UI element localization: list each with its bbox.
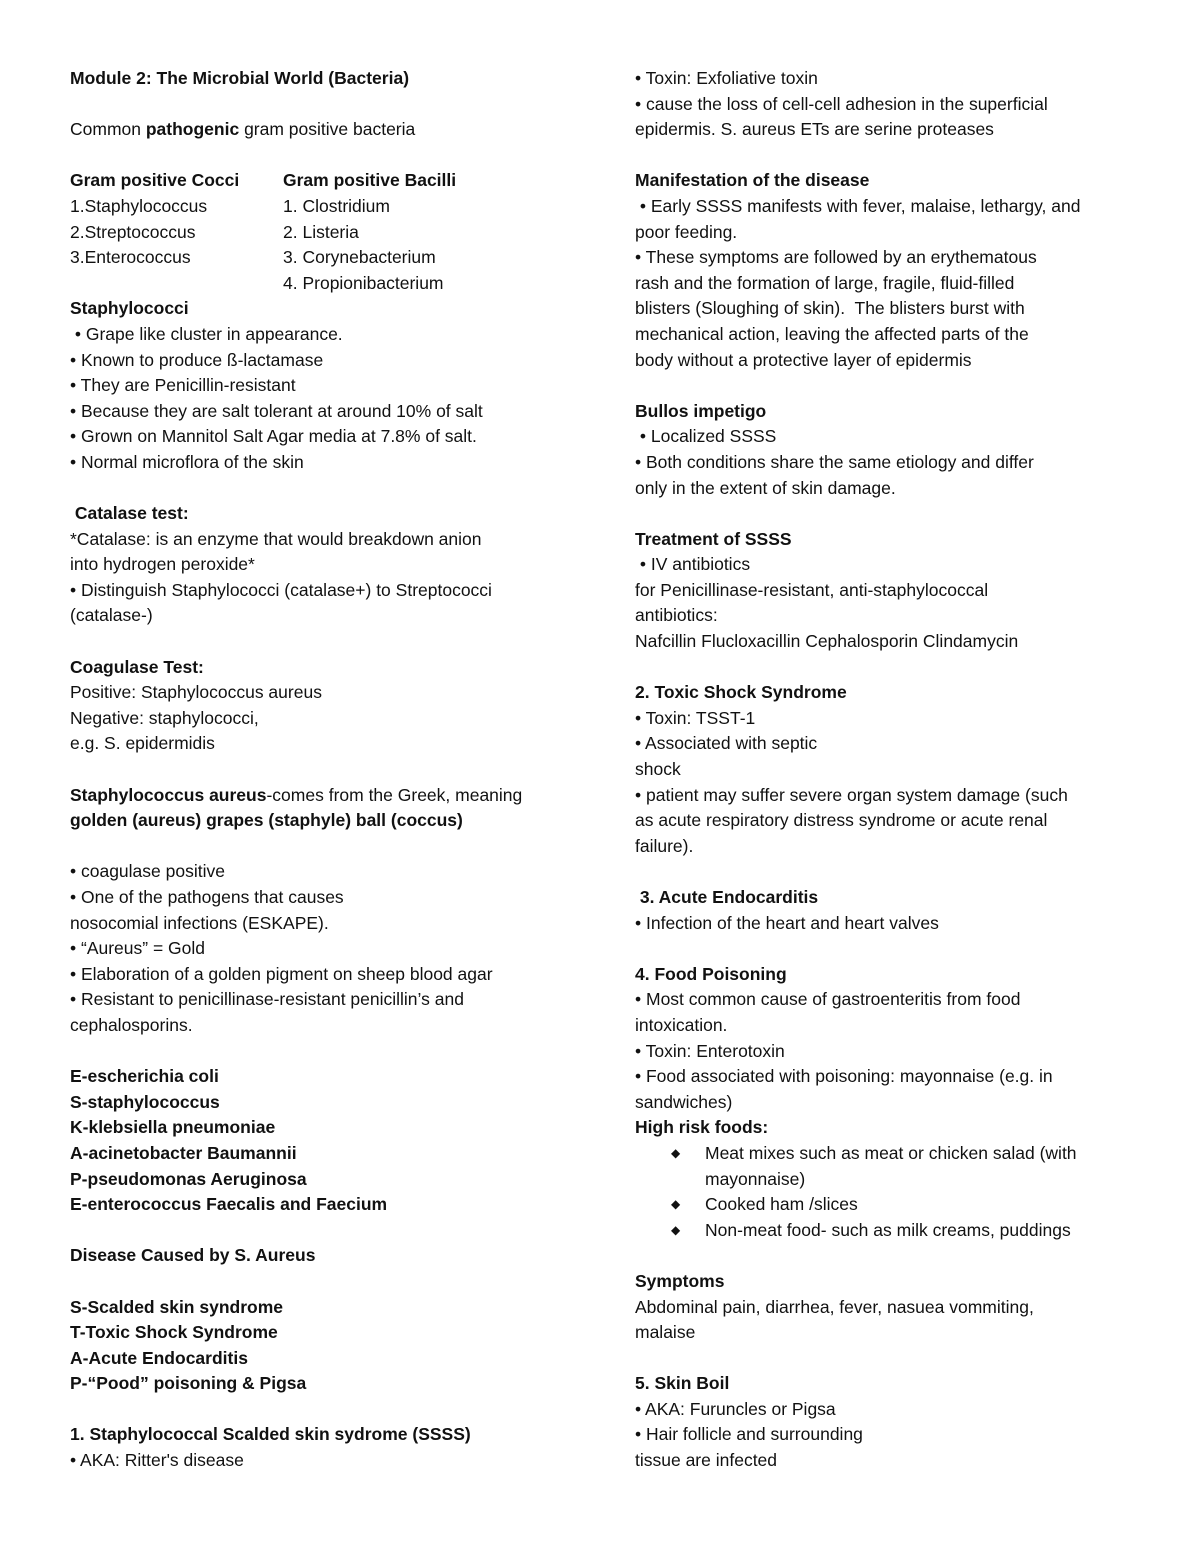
risk-text: Cooked ham /slices: [705, 1194, 858, 1215]
intro-bold: pathogenic: [145, 119, 240, 140]
aureus-text: -comes from the Greek, meaning: [266, 784, 523, 805]
risk-item: [635, 1192, 1135, 1218]
eskape-item: K-klebsiella pneumoniae: [70, 1117, 276, 1138]
bullet-line: • Elaboration of a golden pigment on sheep blood agar: [70, 963, 493, 984]
list-item: 2.Streptococcus: [70, 221, 196, 242]
bullet-line: • These symptoms are followed by an erythematous: [635, 247, 1037, 268]
intro-text: Common: [70, 119, 146, 140]
section-heading: Disease Caused by S. Aureus: [70, 1245, 316, 1266]
bullet-line: • Localized SSSS: [635, 426, 777, 447]
section-heading: 1. Staphylococcal Scalded skin sydrome (SSSS): [70, 1424, 471, 1445]
intro-line: [70, 117, 590, 143]
eskape-item: E-enterococcus Faecalis and Faecium: [70, 1194, 388, 1215]
risk-text: Meat mixes such as meat or chicken salad (with: [705, 1142, 1077, 1163]
bullet-line: • Because they are salt tolerant at around 10% of salt: [70, 400, 483, 421]
risk-text: Non-meat food- such as milk creams, puddings: [705, 1219, 1071, 1240]
bullet-line: • Grown on Mannitol Salt Agar media at 7.8% of salt.: [70, 426, 477, 447]
bullet-line: • AKA: Furuncles or Pigsa: [635, 1398, 836, 1419]
list-item: 3. Corynebacterium: [283, 247, 436, 268]
left-column: [70, 66, 590, 1474]
bullet-line: • patient may suffer severe organ system damage (such: [635, 784, 1068, 805]
text-line: antibiotics:: [635, 605, 718, 626]
bullet-line: • Resistant to penicillinase-resistant penicillin’s and: [70, 989, 464, 1010]
text-line: Positive: Staphylococcus aureus: [70, 682, 322, 703]
section-heading: Symptoms: [635, 1270, 725, 1291]
section-heading: 5. Skin Boil: [635, 1373, 730, 1394]
bullet-line: • cause the loss of cell-cell adhesion in the superficial: [635, 93, 1048, 114]
bullet-line: • Known to produce ß-lactamase: [70, 349, 324, 370]
bullet-line: • Toxin: Enterotoxin: [635, 1040, 785, 1061]
bullet-line: • One of the pathogens that causes: [70, 887, 344, 907]
eskape-item: S-staphylococcus: [70, 1091, 220, 1112]
bullet-line: • Both conditions share the same etiology and differ: [635, 451, 1034, 472]
bacilli-header: Gram positive Bacilli: [283, 170, 457, 191]
list-item: 4. Propionibacterium: [283, 272, 444, 293]
section-heading: Manifestation of the disease: [635, 170, 870, 191]
text-line: tissue are infected: [635, 1450, 778, 1471]
section-heading: 3. Acute Endocarditis: [635, 887, 819, 907]
bullet-line: • Grape like cluster in appearance.: [70, 323, 343, 344]
risk-item: [635, 1218, 1135, 1244]
list-item: 1.Staphylococcus: [70, 195, 208, 216]
section-heading: Treatment of SSSS: [635, 528, 792, 549]
bullet-line: • Early SSSS manifests with fever, malaise, lethargy, and: [635, 195, 1081, 216]
bullet-line: • AKA: Ritter's disease: [70, 1450, 244, 1471]
list-item: 3.Enterococcus: [70, 247, 191, 268]
bullet-line: sandwiches): [635, 1091, 733, 1112]
bullet-line: • IV antibiotics: [635, 554, 751, 575]
bullet-line: intoxication.: [635, 1014, 728, 1035]
aureus-line: [70, 783, 590, 809]
eskape-item: P-pseudomonas Aeruginosa: [70, 1168, 307, 1189]
text-line: malaise: [635, 1322, 696, 1343]
section-heading: 2. Toxic Shock Syndrome: [635, 682, 847, 703]
bullet-line: rash and the formation of large, fragile, fluid-filled: [635, 272, 1015, 293]
section-heading: High risk foods:: [635, 1117, 769, 1138]
bullet-line: blisters (Sloughing of skin). The blisters burst with: [635, 298, 1025, 319]
text-line: Negative: staphylococci,: [70, 707, 259, 728]
text-line: e.g. S. epidermidis: [70, 733, 215, 754]
bullet-line: • They are Penicillin-resistant: [70, 375, 296, 396]
bullet-line: only in the extent of skin damage.: [635, 477, 896, 498]
eskape-item: E-escherichia coli: [70, 1066, 219, 1087]
bullet-line: mechanical action, leaving the affected parts of the: [635, 323, 1029, 344]
cocci-header: Gram positive Cocci: [70, 170, 240, 191]
bullet-line: • Associated with septic: [635, 733, 818, 754]
stap-item: S-Scalded skin syndrome: [70, 1296, 283, 1317]
bullet-line: • Hair follicle and surrounding: [635, 1424, 863, 1445]
text-line: (catalase-): [70, 605, 153, 626]
bullet-line: • Normal microflora of the skin: [70, 451, 304, 472]
diamond-bullet-icon: ◆: [671, 1197, 681, 1212]
module-title: Module 2: The Microbial World (Bacteria): [70, 68, 410, 88]
diamond-bullet-icon: ◆: [671, 1222, 681, 1237]
text-line: • Distinguish Staphylococci (catalase+) to Streptococci: [70, 579, 492, 600]
list-item: [70, 271, 283, 297]
list-item: 1. Clostridium: [283, 195, 390, 216]
text-line: into hydrogen peroxide*: [70, 554, 255, 575]
stap-item: A-Acute Endocarditis: [70, 1347, 248, 1368]
bullet-line: epidermis. S. aureus ETs are serine proteases: [635, 119, 994, 140]
bullet-line: • coagulase positive: [70, 861, 225, 882]
bullet-line: nosocomial infections (ESKAPE).: [70, 912, 329, 933]
bullet-line: poor feeding.: [635, 221, 738, 242]
stap-item: T-Toxic Shock Syndrome: [70, 1322, 278, 1343]
bullet-line: as acute respiratory distress syndrome or acute renal: [635, 810, 1048, 831]
section-heading: 4. Food Poisoning: [635, 963, 787, 984]
bullet-line: • Most common cause of gastroenteritis from food: [635, 989, 1021, 1010]
eskape-item: A-acinetobacter Baumannii: [70, 1142, 297, 1163]
text-line: *Catalase: is an enzyme that would breakdown anion: [70, 528, 482, 549]
bullet-line: body without a protective layer of epidermis: [635, 349, 972, 370]
bullet-line: • Infection of the heart and heart valves: [635, 912, 939, 933]
bullet-line: cephalosporins.: [70, 1014, 193, 1035]
bullet-line: • Toxin: Exfoliative toxin: [635, 68, 818, 88]
stap-item: P-“Pood” poisoning & Pigsa: [70, 1373, 307, 1394]
section-heading: Coagulase Test:: [70, 656, 204, 677]
section-heading: Staphylococci: [70, 298, 189, 319]
aureus-bold: Staphylococcus aureus: [70, 784, 267, 805]
bullet-line: failure).: [635, 835, 694, 856]
section-heading: Catalase test:: [70, 503, 189, 524]
risk-item-continued: [635, 1167, 1135, 1193]
section-heading: Bullos impetigo: [635, 400, 767, 421]
bullet-line: • Food associated with poisoning: mayonnaise (e.g. in: [635, 1066, 1053, 1087]
aureus-meaning: golden (aureus) grapes (staphyle) ball (coccus): [70, 810, 463, 831]
bullet-line: shock: [635, 759, 681, 780]
gram-positive-table: [70, 168, 590, 296]
text-line: Abdominal pain, diarrhea, fever, nasuea vommiting,: [635, 1296, 1034, 1317]
bullet-line: • “Aureus” = Gold: [70, 938, 206, 959]
intro-text: gram positive bacteria: [239, 119, 416, 140]
bullet-line: • Toxin: TSST-1: [635, 707, 756, 728]
diamond-bullet-icon: ◆: [671, 1145, 681, 1160]
text-line: for Penicillinase-resistant, anti-staphylococcal: [635, 579, 989, 600]
right-column: [635, 66, 1135, 1474]
risk-text: mayonnaise): [705, 1168, 806, 1189]
risk-item: [635, 1141, 1135, 1167]
list-item: 2. Listeria: [283, 221, 359, 242]
text-line: Nafcillin Flucloxacillin Cephalosporin Clindamycin: [635, 631, 1019, 652]
